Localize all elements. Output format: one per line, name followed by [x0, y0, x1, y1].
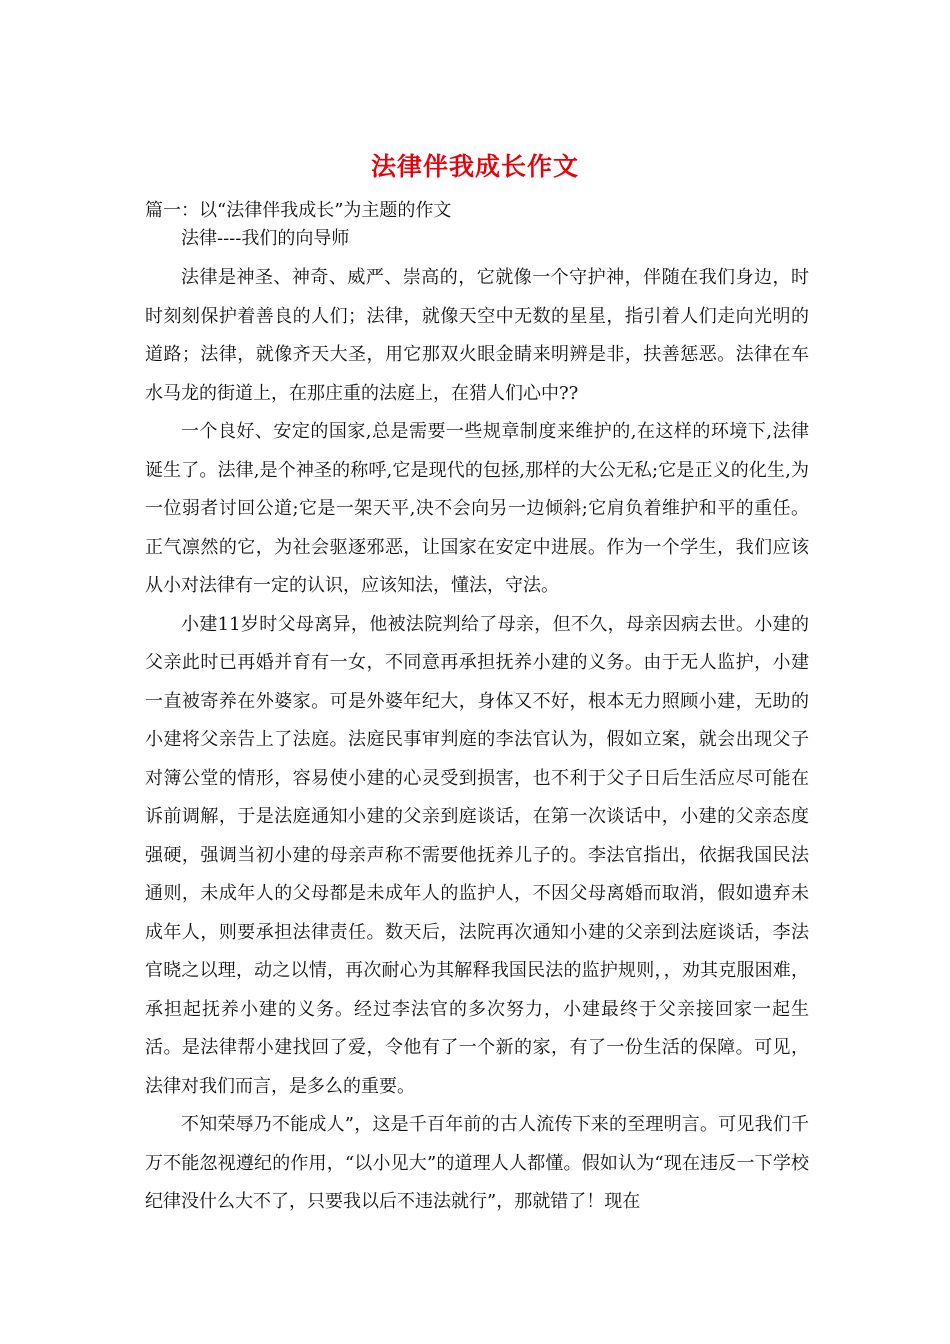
section-heading: 篇一：以“法律伴我成长”为主题的作文: [145, 200, 452, 221]
paragraph-3: 小建11岁时父母离异，他被法院判给了母亲，但不久，母亲因病去世。小建的父亲此时已再婚并育有一女，不同意再承担抚养小建的义务。由于无人监护，小建一直被寄养在外婆家。可是外婆年纪大，身体又不好，根本无力照顾小建，无助的小建将父亲告上了法庭。法庭民事审判庭的李法官认为，假如立案，就会出现父子对簿公堂的情形，容易使小建的心灵受到损害，也不利于父子日后生活应尽可能在诉前调解，于是法庭通知小建的父亲到庭谈话，在第一次谈话中，小建的父亲态度强硬，强调当初小建的母亲声称不需要他抚养儿子的。李法官指出，依据我国民法通则，未成年人的父母都是未成年人的监护人，不因父母离婚而取消，假如遗弃未成年人，则要承担法律责任。数天后，法院再次通知小建的父亲到法庭谈话，李法官晓之以理，动之以情，再次耐心为其解释我国民法的监护规则，，劝其克服困难，承担起抚养小建的义务。经过李法官的多次努力，小建最终于父亲接回家一起生活。是法律帮小建找回了爱，令他有了一个新的家，有了一份生活的保障。可见，法律对我们而言，是多么的重要。: [145, 613, 809, 1097]
document-title: 法律伴我成长作文: [370, 152, 579, 181]
paragraph-2: 一个良好、安定的国家,总是需要一些规章制度来维护的,在这样的环境下,法律诞生了。法律,是个神圣的称呼,它是现代的包拯,那样的大公无私;它是正义的化生,为一位弱者讨回公道;它是一架天平,决不会向另一边倾斜;它肩负着维护和平的重任。正气凛然的它，为社会驱逐邪恶，让国家在安定中进展。作为一个学生，我们应该从小对法律有一定的认识，应该知法，懂法，守法。: [145, 421, 809, 596]
document-body: [145, 197, 809, 1222]
paragraph-4: 不知荣辱乃不能成人”，这是千百年前的古人流传下来的至理明言。可见我们千万不能忽视遵纪的作用，“以小见大”的道理人人都懂。假如认为“现在违反一下学校纪律没什么大不了，只要我以后不违法就行”，那就错了！现在: [145, 1114, 809, 1212]
essay-title: 法律----我们的向导师: [181, 228, 350, 249]
paragraph-1: 法律是神圣、神奇、威严、崇高的，它就像一个守护神，伴随在我们身边，时时刻刻保护着善良的人们；法律，就像天空中无数的星星，指引着人们走向光明的道路；法律，就像齐天大圣，用它那双火眼金睛来明辨是非，扶善惩恶。法律在车水马龙的街道上，在那庄重的法庭上，在猎人们心中??: [145, 267, 809, 404]
